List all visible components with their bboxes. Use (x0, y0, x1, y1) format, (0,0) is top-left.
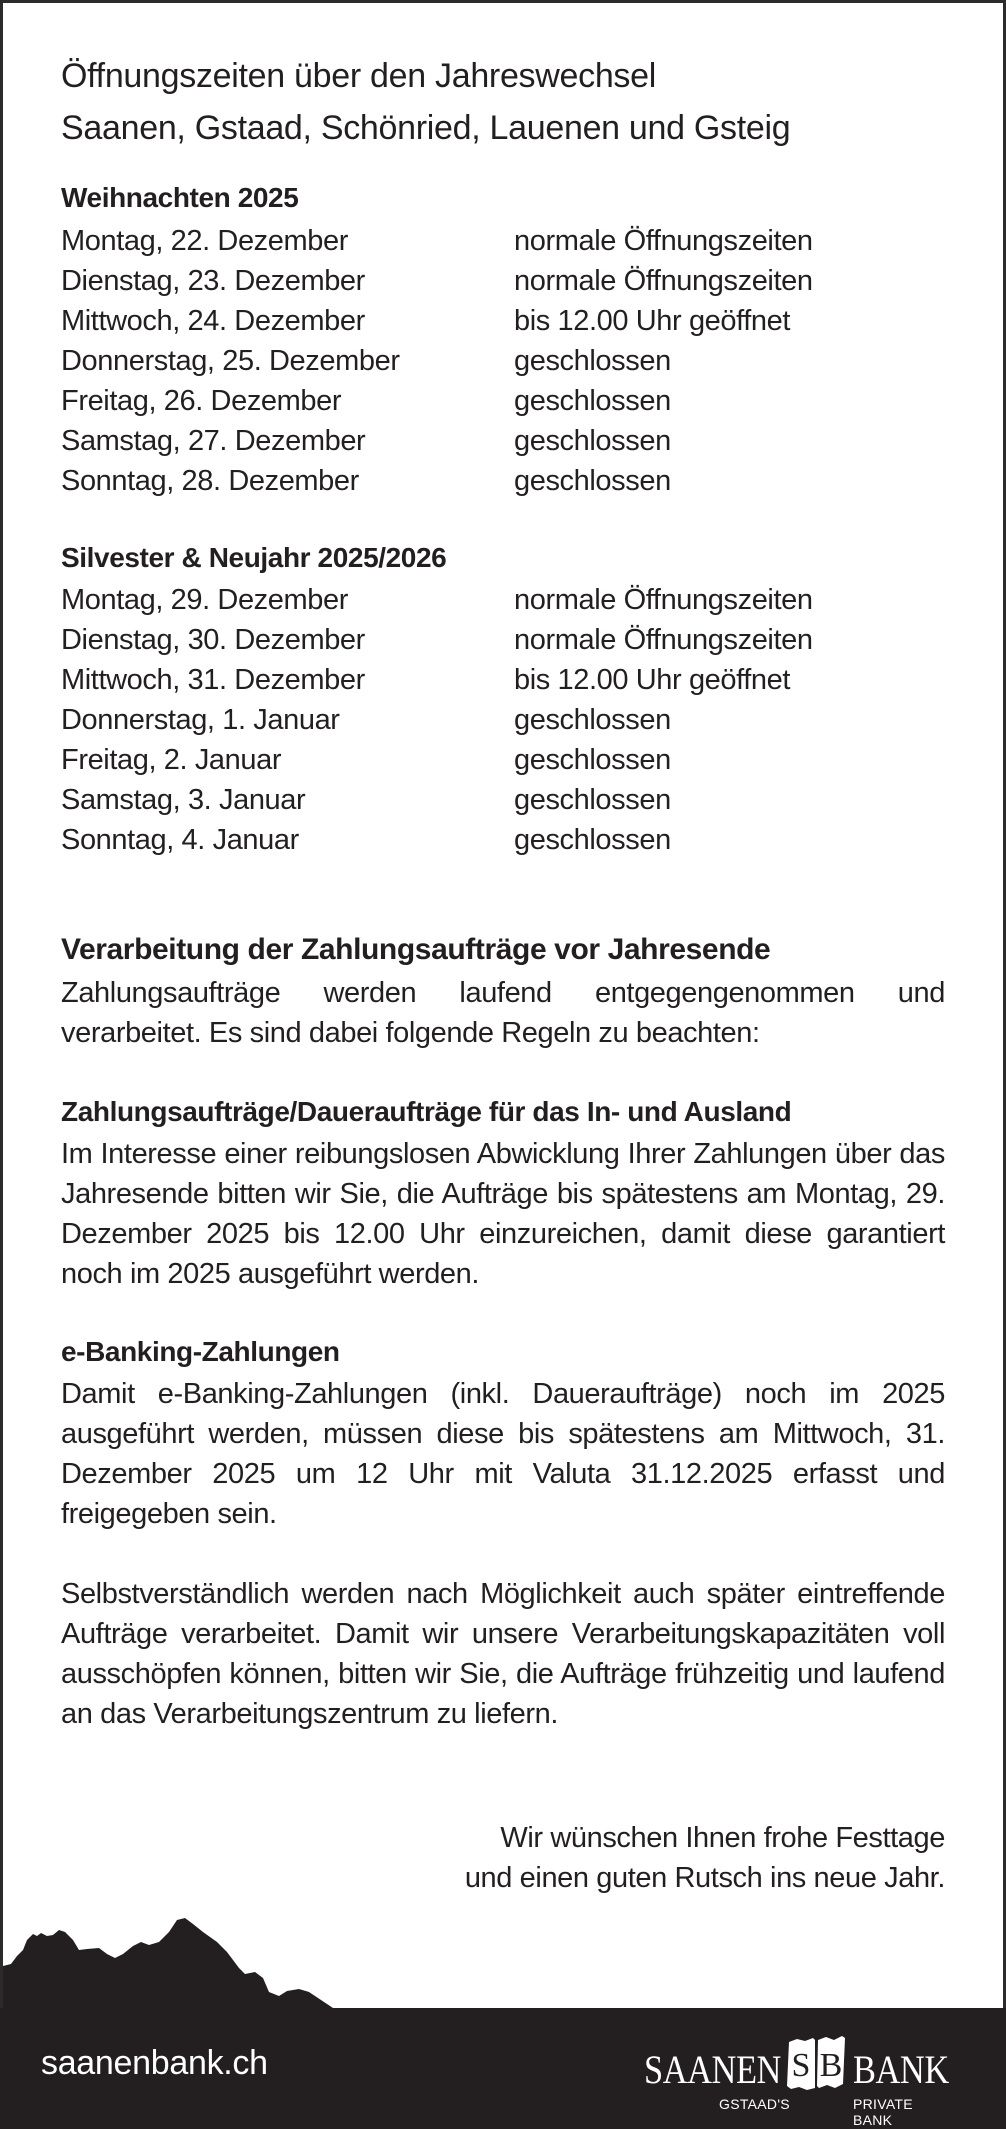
status: geschlossen (514, 704, 671, 736)
greeting-line-2: und einen guten Rutsch ins neue Jahr. (464, 1862, 945, 1894)
schedule-row (61, 421, 941, 461)
title-line-2: Saanen, Gstaad, Schönried, Lauenen und Gsteig (61, 109, 791, 147)
schedule-row (61, 221, 941, 261)
day: Freitag, 2. Januar (61, 744, 282, 776)
sb-monogram-icon (785, 2036, 847, 2090)
day: Donnerstag, 1. Januar (61, 704, 340, 736)
status: geschlossen (514, 385, 671, 417)
schedule-row (61, 780, 941, 820)
day: Dienstag, 23. Dezember (61, 265, 365, 297)
schedule-row (61, 341, 941, 381)
mountain-silhouette (3, 1918, 343, 2010)
day: Montag, 22. Dezember (61, 225, 348, 257)
page-title (61, 50, 790, 154)
status: bis 12.00 Uhr geöffnet (514, 664, 791, 696)
day: Montag, 29. Dezember (61, 584, 348, 616)
schedule-row (61, 660, 941, 700)
day: Freitag, 26. Dezember (61, 385, 342, 417)
closing-paragraph (61, 1574, 945, 1734)
schedule-row (61, 301, 941, 341)
logo-tagline-right: PRIVATE BANK (853, 2096, 913, 2128)
day: Samstag, 3. Januar (61, 784, 306, 816)
day: Sonntag, 28. Dezember (61, 465, 359, 497)
logo-word-bank: BANK (853, 2047, 949, 2092)
processing-heading: Verarbeitung der Zahlungsaufträge vor Jahresende (61, 933, 771, 966)
ebanking-heading: e-Banking-Zahlungen (61, 1336, 340, 1367)
status: normale Öffnungszeiten (514, 624, 813, 656)
status: geschlossen (514, 824, 671, 856)
christmas-schedule (61, 221, 941, 501)
day: Samstag, 27. Dezember (61, 425, 366, 457)
domestic-heading: Zahlungsaufträge/Daueraufträge für das In- und Ausland (61, 1096, 792, 1127)
schedule-row (61, 261, 941, 301)
domestic-text: Im Interesse einer reibungslosen Abwicklung Ihrer Zahlungen über das Jahresende bitten wir Sie, die Aufträge bis spätestens am Montag, 29. Dezember 2025 bis 12.00 Uhr einzureichen, damit diese garantiert noch im 2025 ausgeführt werden. (61, 1138, 945, 1290)
closing-text: Selbstverständlich werden nach Möglichkeit auch später eintreffende Aufträge verarbeitet. Damit wir unsere Verarbeitungskapazitäten voll ausschöpfen können, bitten wir Sie, die Aufträge frühzeitig und laufend an das Verarbeitungszentrum zu liefern. (61, 1578, 945, 1730)
schedule-row (61, 700, 941, 740)
schedule-row (61, 461, 941, 501)
logo-tagline-left: GSTAAD'S (719, 2096, 790, 2112)
domestic-paragraph (61, 1134, 945, 1294)
christmas-heading: Weihnachten 2025 (61, 182, 299, 213)
processing-intro (61, 973, 945, 1053)
newyear-heading: Silvester & Neujahr 2025/2026 (61, 542, 447, 573)
day: Mittwoch, 24. Dezember (61, 305, 365, 337)
intro-text: Zahlungsaufträge werden laufend entgegengenommen und verarbeitet. Es sind dabei folgende Regeln zu beachten: (61, 977, 945, 1049)
status: normale Öffnungszeiten (514, 265, 813, 297)
newyear-schedule (61, 580, 941, 860)
svg-text:S: S (791, 2047, 811, 2084)
ebanking-text: Damit e-Banking-Zahlungen (inkl. Daueraufträge) noch im 2025 ausgeführt werden, müssen diese bis spätestens am Mittwoch, 31. Dezember 2025 um 12 Uhr mit Valuta 31.12.2025 erfasst und freigegeben sein. (61, 1378, 945, 1530)
status: geschlossen (514, 744, 671, 776)
schedule-row (61, 381, 941, 421)
schedule-row (61, 580, 941, 620)
schedule-row (61, 740, 941, 780)
status: geschlossen (514, 345, 671, 377)
greeting-line-1: Wir wünschen Ihnen frohe Festtage (500, 1822, 945, 1854)
logo-word-saanen: SAANEN (644, 2047, 781, 2092)
status: geschlossen (514, 425, 671, 457)
saanen-bank-logo (644, 2036, 954, 2128)
title-line-1: Öffnungszeiten über den Jahreswechsel (61, 57, 656, 95)
greeting (465, 1818, 945, 1898)
schedule-row (61, 820, 941, 860)
status: geschlossen (514, 784, 671, 816)
status: geschlossen (514, 465, 671, 497)
status: normale Öffnungszeiten (514, 225, 813, 257)
website-link[interactable]: saanenbank.ch (41, 2044, 268, 2082)
ebanking-paragraph (61, 1374, 945, 1534)
svg-text:B: B (819, 2047, 843, 2084)
status: bis 12.00 Uhr geöffnet (514, 305, 791, 337)
status: normale Öffnungszeiten (514, 584, 813, 616)
day: Dienstag, 30. Dezember (61, 624, 365, 656)
day: Mittwoch, 31. Dezember (61, 664, 365, 696)
day: Sonntag, 4. Januar (61, 824, 299, 856)
day: Donnerstag, 25. Dezember (61, 345, 400, 377)
schedule-row (61, 620, 941, 660)
